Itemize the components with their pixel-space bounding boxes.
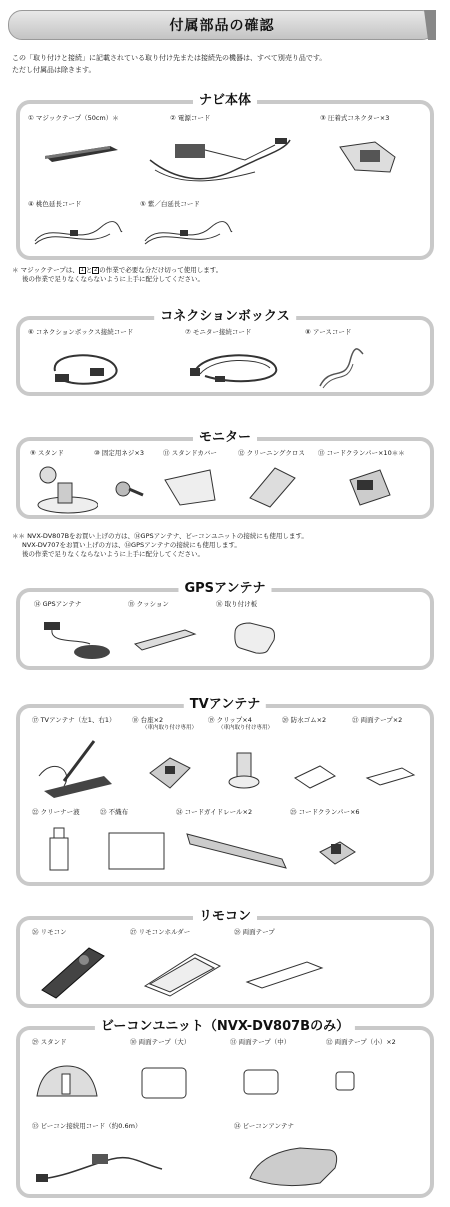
item-label: ㉛ 両面テープ（中）	[230, 1038, 291, 1046]
navi-note	[12, 266, 432, 284]
item-label: ⑰ TVアンテナ（左1、右1）	[32, 716, 116, 724]
item-label: ⑤ 紫／白延長コード	[140, 200, 200, 208]
page-title-bar	[8, 10, 436, 40]
section-monitor	[16, 430, 434, 519]
screw-image	[115, 477, 145, 502]
connection-cord-image	[45, 346, 135, 391]
item-label: ㉕ コードクランパー×6	[290, 808, 360, 816]
item-label: ② 電源コード	[170, 114, 211, 122]
item-label: ㉖ リモコン	[32, 928, 67, 936]
cord-clamper-image	[345, 465, 395, 510]
section-title: コネクションボックス	[154, 308, 296, 326]
item-label: ㉔ コードガイドレール×2	[176, 808, 253, 816]
cord-clamper-tv-image	[315, 832, 360, 872]
item-text: ⑱ 台座×2	[132, 716, 164, 724]
cord-guide-rail-image	[182, 824, 292, 874]
item-label: ㉘ 両面テープ	[234, 928, 275, 936]
earth-cord-image	[315, 346, 365, 391]
item-label: ㉚ 両面テープ（大）	[130, 1038, 191, 1046]
pink-extension-cord-image	[30, 216, 125, 251]
item-label: ⑥ コネクションボックス接続コード	[28, 328, 134, 336]
section-title: ナビ本体	[193, 92, 257, 110]
step-number: 1	[80, 266, 84, 273]
corner-tab-icon	[422, 10, 436, 40]
page-title: 付属部品の確認	[169, 18, 275, 34]
item-label: ④ 桃色延長コード	[28, 200, 82, 208]
cleaning-cloth-image	[245, 463, 300, 511]
item-label: ⑮ クッション	[128, 600, 169, 608]
tape-large-image	[134, 1062, 194, 1104]
cushion-image	[130, 622, 200, 652]
section-remote	[16, 909, 434, 1008]
base-image	[145, 748, 195, 793]
section-title: モニター	[193, 429, 257, 447]
intro-line: この「取り付けと接続」に記載されている取り付け先または接続先の機器は、すべて別売り品です。	[12, 54, 327, 62]
beacon-antenna-image	[240, 1138, 350, 1193]
item-label: ⑪ スタンドカバー	[163, 449, 217, 457]
item-label	[132, 716, 197, 732]
item-label: ⑨ スタンド	[30, 449, 64, 457]
note-text: の作業で必要な分だけ切って使用します。	[99, 266, 223, 274]
note-text: 後の作業で足りなくならないように上手に配分してください。	[22, 550, 204, 558]
item-label: ⑫ クリーニングクロス	[238, 449, 305, 457]
section-tv	[16, 697, 434, 886]
intro-text	[12, 52, 432, 76]
item-label: ⑯ 取り付け板	[216, 600, 258, 608]
item-label: ⑳ 防水ゴム×2	[282, 716, 327, 724]
item-label: ㉗ リモコンホルダー	[130, 928, 191, 936]
note-text: 後の作業で足りなくならないように上手に配分してください。	[22, 275, 204, 283]
section-connection-box	[16, 309, 434, 396]
item-label: ㉓ 不織布	[100, 808, 129, 816]
item-label: ㉙ スタンド	[32, 1038, 67, 1046]
beacon-stand-image	[32, 1056, 102, 1106]
monitor-cord-image	[185, 346, 285, 391]
note-text: NVX-DV707をお買い上げの方は、⑭GPSアンテナの接続にも使用します。	[22, 541, 241, 549]
remote-holder-image	[140, 946, 225, 1001]
waterproof-rubber-image	[290, 758, 340, 793]
section-title: GPSアンテナ	[178, 580, 271, 598]
clip-image	[225, 748, 265, 793]
item-label: ⑩ 固定用ネジ×3	[94, 449, 144, 457]
note-text: ＊ マジックテープは、	[12, 266, 79, 274]
item-label: ㉒ クリーナー液	[32, 808, 80, 816]
gps-antenna-image	[30, 614, 115, 664]
item-label: ㉜ 両面テープ（小）×2	[326, 1038, 396, 1046]
cleaner-liquid-image	[44, 824, 74, 874]
item-subtext: （車内取り付け専用）	[142, 725, 198, 731]
item-text: ⑲ クリップ×4	[208, 716, 252, 724]
item-label: ㉞ ビーコンアンテナ	[234, 1122, 295, 1130]
intro-line: ただし付属品は除きます。	[12, 66, 96, 74]
beacon-cord-image	[32, 1134, 172, 1189]
item-label: ㉝ ビーコン接続用コード（約0.6m）	[32, 1122, 142, 1130]
purple-white-extension-cord-image	[140, 216, 235, 251]
section-title: TVアンテナ	[184, 696, 266, 714]
section-gps	[16, 581, 434, 670]
section-title: リモコン	[193, 908, 257, 926]
item-label: ㉑ 両面テープ×2	[352, 716, 403, 724]
item-label: ① マジックテープ（50cm）＊	[28, 114, 119, 122]
power-cord-image	[145, 130, 295, 190]
nonwoven-cloth-image	[104, 828, 169, 873]
tv-antenna-image	[34, 736, 124, 801]
item-label: ⑧ アースコード	[305, 328, 352, 336]
monitor-note	[12, 532, 432, 559]
mounting-plate-image	[230, 618, 280, 658]
remote-tape-image	[242, 954, 327, 994]
section-navi	[16, 93, 434, 260]
item-label: ③ 圧着式コネクター×3	[320, 114, 390, 122]
tape-small-image	[330, 1066, 360, 1096]
double-sided-tape-image	[362, 760, 417, 790]
item-label	[208, 716, 273, 732]
item-label: ⑦ モニター接続コード	[185, 328, 252, 336]
section-title: ビーコンユニット（NVX-DV807Bのみ）	[95, 1018, 355, 1036]
step-number: 2	[94, 266, 98, 273]
stand-cover-image	[160, 465, 220, 510]
magic-tape-image	[40, 138, 120, 168]
section-beacon	[16, 1019, 434, 1198]
item-label: ⑭ GPSアンテナ	[34, 600, 82, 608]
item-subtext: （車内取り付け専用）	[218, 725, 274, 731]
stand-image	[28, 461, 98, 516]
note-text: と	[85, 266, 93, 274]
remote-control-image	[34, 940, 114, 1002]
crimp-connector-image	[335, 132, 405, 177]
note-text: ＊＊ NVX-DV807Bをお買い上げの方は、⑭GPSアンテナ、ビーコンユニットの接続にも使用します。	[12, 532, 308, 540]
item-label: ⑬ コードクランパー×10＊＊	[318, 449, 405, 457]
tape-medium-image	[236, 1064, 286, 1100]
